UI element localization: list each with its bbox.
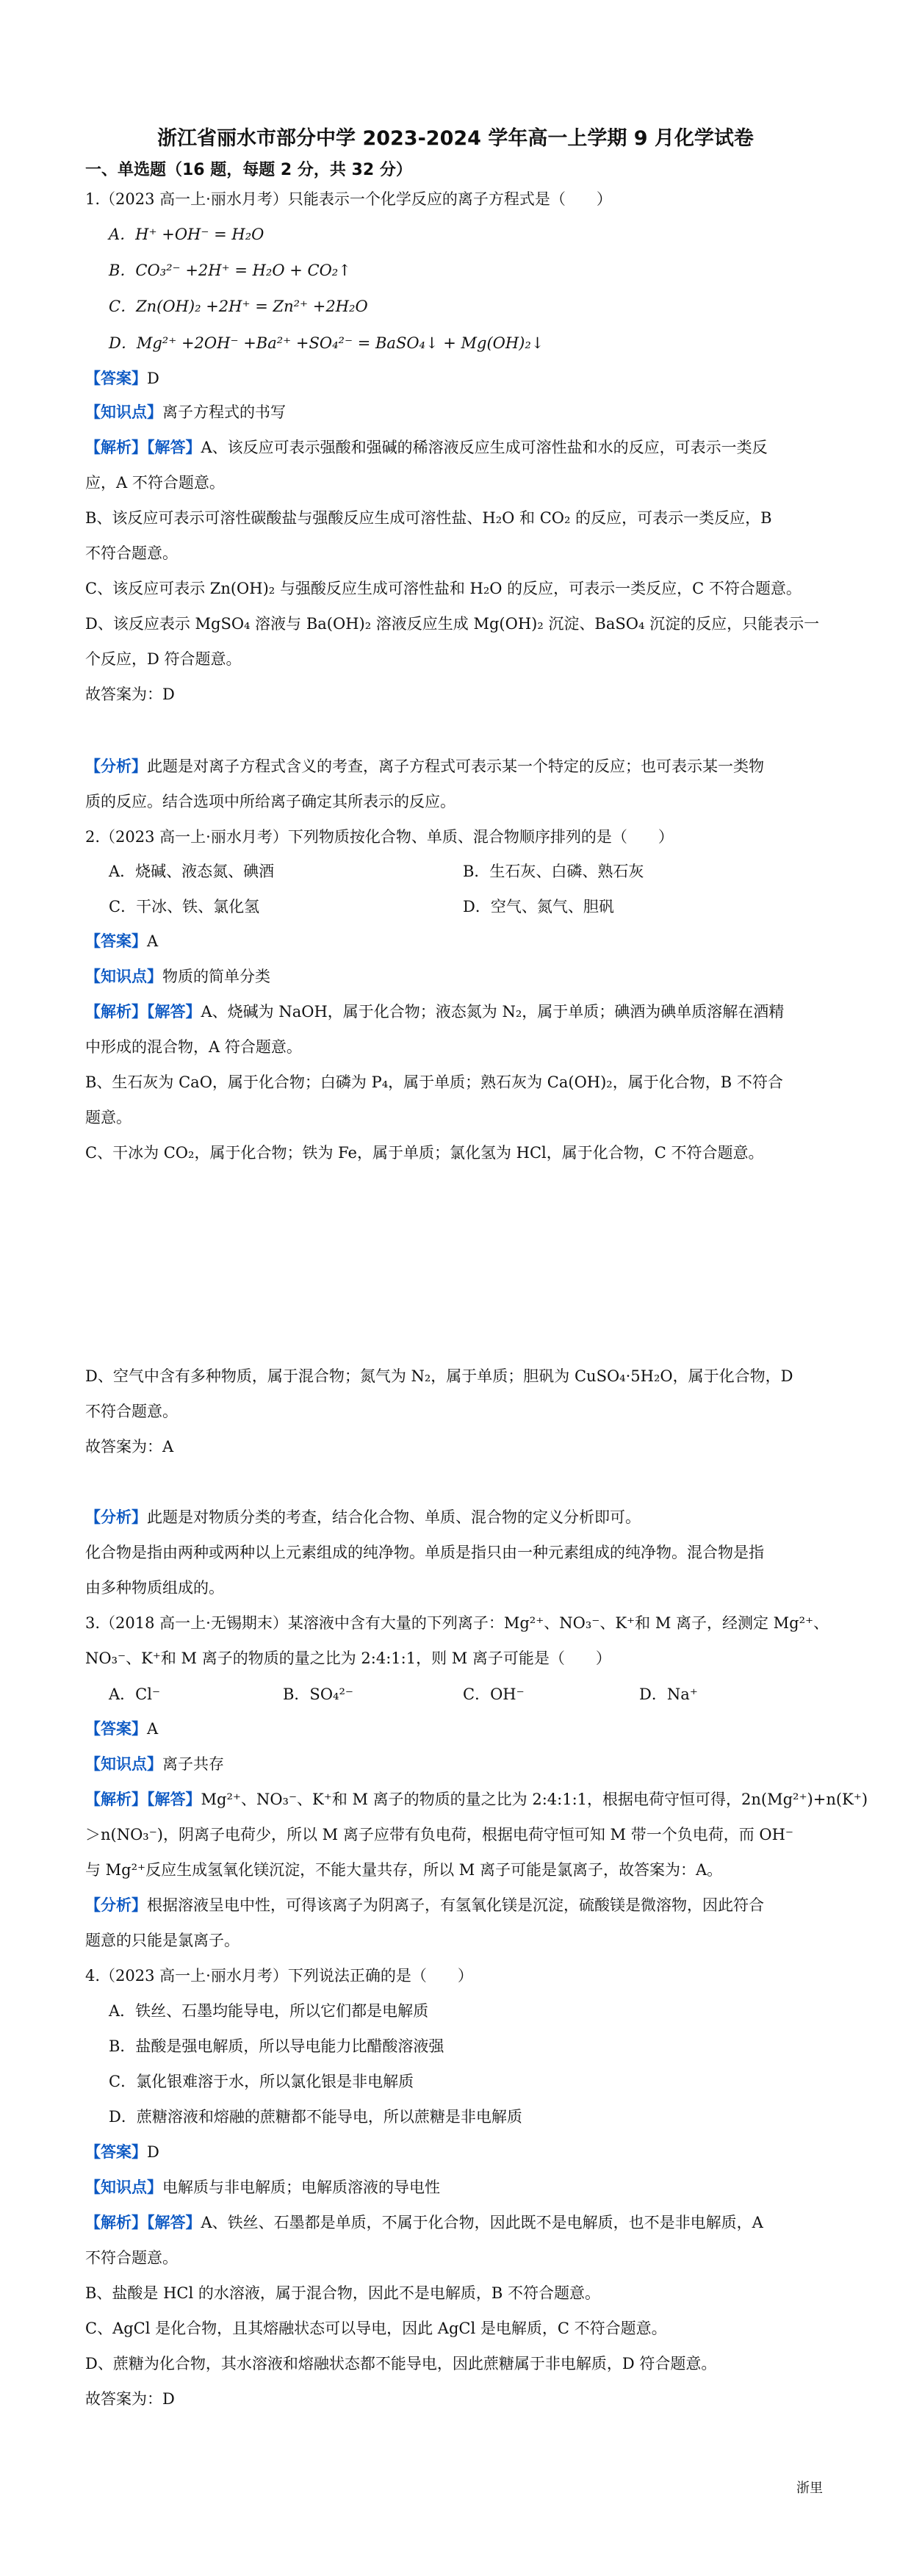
q2-comment-text: 此题是对物质分类的考查，结合化合物、单质、混合物的定义分析即可。 — [147, 1508, 641, 1526]
q1-knowledge — [85, 401, 286, 423]
q2-option-c[interactable]: C．干冰、铁、氯化氢 — [109, 898, 260, 915]
page-footer: 浙里 — [796, 2480, 823, 2496]
q3-knowledge — [85, 1753, 224, 1775]
q3-stem-1: 3.（2018 高一上·无锡期末）某溶液中含有大量的下列离子：Mg²⁺、NO₃⁻、K⁺和 M 离子，经测定 Mg²⁺、 — [85, 1614, 829, 1632]
q1-answer-value: D — [147, 370, 159, 387]
q2-analysis-b-1: B、生石灰为 CaO，属于化合物；白磷为 P₄，属于单质；熟石灰为 Ca(OH)₂，属于化合物，B 不符合 — [85, 1073, 783, 1091]
q2-comment-2: 化合物是指由两种或两种以上元素组成的纯净物。单质是指只由一种元素组成的纯净物。混合物是指 — [85, 1544, 764, 1561]
q1-analysis-c-1: C、该反应可表示 Zn(OH)₂ 与强酸反应生成可溶性盐和 H₂O 的反应，可表示一类反应，C 不符合题意。 — [85, 580, 802, 597]
q2-knowledge-value: 物质的简单分类 — [162, 968, 270, 985]
answer-label: 【答案】 — [85, 932, 147, 950]
q2-knowledge — [85, 965, 270, 987]
q1-analysis-a-1 — [85, 436, 768, 458]
q3-comment-2: 题意的只能是氯离子。 — [85, 1932, 240, 1949]
q1-option-d[interactable]: D．Mg²⁺ +2OH⁻ +Ba²⁺ +SO₄²⁻ = BaSO₄↓ + Mg(OH)₂↓ — [109, 334, 544, 352]
knowledge-label: 【知识点】 — [85, 403, 162, 421]
q1-option-c[interactable]: C．Zn(OH)₂ +2H⁺ = Zn²⁺ +2H₂O — [109, 298, 368, 315]
q4-analysis-a-text: A、铁丝、石墨都是单质，不属于化合物，因此既不是电解质，也不是非电解质，A — [201, 2214, 763, 2231]
q2-final: 故答案为：A — [85, 1438, 174, 1456]
q2-analysis-a-2: 中形成的混合物，A 符合题意。 — [85, 1038, 302, 1056]
q3-answer — [85, 1718, 158, 1740]
q2-answer — [85, 930, 158, 952]
q2-comment-3: 由多种物质组成的。 — [85, 1579, 224, 1597]
q3-option-c[interactable]: C．OH⁻ — [463, 1685, 525, 1703]
q1-comment-2: 质的反应。结合选项中所给离子确定其所表示的反应。 — [85, 793, 455, 810]
solution-label: 【解答】 — [147, 2213, 201, 2231]
q3-comment-text: 根据溶液呈电中性，可得该离子为阴离子，有氢氧化镁是沉淀，硫酸镁是微溶物，因此符合 — [147, 1896, 764, 1914]
q3-comment-1 — [85, 1894, 764, 1916]
q2-analysis-b-2: 题意。 — [85, 1109, 132, 1126]
q1-final: 故答案为：D — [85, 686, 175, 703]
page-title: 浙江省丽水市部分中学 2023-2024 学年高一上学期 9 月化学试卷 — [157, 127, 754, 150]
q4-knowledge — [85, 2176, 440, 2198]
q2-analysis-c-1: C、干冰为 CO₂，属于化合物；铁为 Fe，属于单质；氯化氢为 HCl，属于化合物，C 不符合题意。 — [85, 1144, 764, 1162]
q4-option-d[interactable]: D．蔗糖溶液和熔融的蔗糖都不能导电，所以蔗糖是非电解质 — [109, 2108, 522, 2126]
q2-option-d[interactable]: D．空气、氮气、胆矾 — [463, 898, 614, 915]
q4-analysis-a-1 — [85, 2212, 763, 2234]
analysis-label: 【解析】 — [85, 2213, 147, 2231]
section-heading: 一、单选题（16 题，每题 2 分，共 32 分） — [85, 161, 412, 179]
answer-label: 【答案】 — [85, 2143, 147, 2161]
q3-option-d[interactable]: D．Na⁺ — [639, 1685, 698, 1703]
knowledge-label: 【知识点】 — [85, 2178, 162, 2196]
solution-label: 【解答】 — [147, 438, 201, 456]
q1-knowledge-value: 离子方程式的书写 — [162, 403, 286, 421]
q2-option-a[interactable]: A．烧碱、液态氮、碘酒 — [109, 863, 275, 880]
q3-solution-2: ＞n(NO₃⁻)，阴离子电荷少，所以 M 离子应带有负电荷，根据电荷守恒可知 M 带一个负电荷，而 OH⁻ — [85, 1826, 793, 1843]
comment-label: 【分析】 — [85, 1508, 147, 1526]
q4-option-a[interactable]: A．铁丝、石墨均能导电，所以它们都是电解质 — [109, 2002, 429, 2020]
q1-comment-text: 此题是对离子方程式含义的考查，离子方程式可表示某一个特定的反应；也可表示某一类物 — [147, 758, 764, 775]
q4-answer — [85, 2141, 159, 2163]
analysis-solution-label: 【解析】【解答】 — [85, 1790, 201, 1808]
analysis-label: 【解析】 — [85, 438, 147, 456]
q1-analysis-a-2: 应，A 不符合题意。 — [85, 474, 225, 492]
knowledge-label: 【知识点】 — [85, 1755, 162, 1773]
q1-comment-1 — [85, 755, 764, 777]
q3-solution-3: 与 Mg²⁺反应生成氢氧化镁沉淀，不能大量共存，所以 M 离子可能是氯离子，故答案为：A。 — [85, 1861, 723, 1879]
comment-label: 【分析】 — [85, 1896, 147, 1914]
q4-analysis-a-2: 不符合题意。 — [85, 2249, 178, 2267]
q1-option-b[interactable]: B．CO₃²⁻ +2H⁺ = H₂O + CO₂↑ — [109, 262, 351, 279]
q4-analysis-c-1: C、AgCl 是化合物，且其熔融状态可以导电，因此 AgCl 是电解质，C 不符合题意。 — [85, 2320, 667, 2337]
q1-stem: 1.（2023 高一上·丽水月考）只能表示一个化学反应的离子方程式是（ ） — [85, 190, 612, 208]
q2-analysis-a-1 — [85, 1001, 784, 1023]
solution-label: 【解答】 — [147, 1002, 201, 1021]
q4-knowledge-value: 电解质与非电解质；电解质溶液的导电性 — [162, 2179, 440, 2196]
q4-final: 故答案为：D — [85, 2390, 175, 2408]
q1-analysis-d-1: D、该反应表示 MgSO₄ 溶液与 Ba(OH)₂ 溶液反应生成 Mg(OH)₂ 沉淀、BaSO₄ 沉淀的反应，只能表示一 — [85, 615, 820, 633]
q1-analysis-a-text: A、该反应可表示强酸和强碱的稀溶液反应生成可溶性盐和水的反应，可表示一类反 — [201, 439, 768, 456]
answer-label: 【答案】 — [85, 369, 147, 387]
q3-solution-text: Mg²⁺、NO₃⁻、K⁺和 M 离子的物质的量之比为 2:4:1:1，根据电荷守恒可得，2n(Mg²⁺)+n(K⁺) — [201, 1791, 868, 1808]
q4-option-b[interactable]: B．盐酸是强电解质，所以导电能力比醋酸溶液强 — [109, 2037, 444, 2055]
q2-analysis-a-text: A、烧碱为 NaOH，属于化合物；液态氮为 N₂，属于单质；碘酒为碘单质溶解在酒精 — [201, 1003, 785, 1021]
q2-analysis-d-2: 不符合题意。 — [85, 1403, 178, 1420]
q3-knowledge-value: 离子共存 — [162, 1755, 224, 1773]
q4-answer-value: D — [147, 2143, 159, 2161]
q3-stem-2: NO₃⁻、K⁺和 M 离子的物质的量之比为 2:4:1:1，则 M 离子可能是（ ） — [85, 1649, 611, 1667]
q2-stem: 2.（2023 高一上·丽水月考）下列物质按化合物、单质、混合物顺序排列的是（ ） — [85, 828, 674, 846]
q2-answer-value: A — [147, 932, 159, 950]
q1-analysis-b-2: 不符合题意。 — [85, 544, 178, 562]
analysis-label: 【解析】 — [85, 1002, 147, 1021]
comment-label: 【分析】 — [85, 757, 147, 775]
q3-option-a[interactable]: A．Cl⁻ — [109, 1685, 161, 1703]
q1-analysis-b-1: B、该反应可表示可溶性碳酸盐与强酸反应生成可溶性盐、H₂O 和 CO₂ 的反应，可表示一类反应，B — [85, 509, 772, 527]
q4-stem: 4.（2023 高一上·丽水月考）下列说法正确的是（ ） — [85, 1967, 473, 1985]
q4-analysis-d-1: D、蔗糖为化合物，其水溶液和熔融状态都不能导电，因此蔗糖属于非电解质，D 符合题意。 — [85, 2355, 717, 2372]
q2-option-b[interactable]: B．生石灰、白磷、熟石灰 — [463, 863, 644, 880]
knowledge-label: 【知识点】 — [85, 967, 162, 985]
q1-analysis-d-2: 个反应，D 符合题意。 — [85, 650, 242, 668]
q4-analysis-b-1: B、盐酸是 HCl 的水溶液，属于混合物，因此不是电解质，B 不符合题意。 — [85, 2284, 600, 2302]
q1-answer — [85, 367, 159, 389]
answer-label: 【答案】 — [85, 1719, 147, 1738]
q3-answer-value: A — [147, 1720, 159, 1738]
q1-option-a[interactable]: A．H⁺ +OH⁻ = H₂O — [109, 226, 264, 243]
q4-option-c[interactable]: C．氯化银难溶于水，所以氯化银是非电解质 — [109, 2073, 414, 2090]
q2-analysis-d-1: D、空气中含有多种物质，属于混合物；氮气为 N₂，属于单质；胆矾为 CuSO₄·5H₂O，属于化合物，D — [85, 1367, 793, 1385]
q3-solution-1 — [85, 1788, 868, 1810]
q2-comment-1 — [85, 1506, 641, 1528]
q3-option-b[interactable]: B．SO₄²⁻ — [283, 1685, 353, 1703]
